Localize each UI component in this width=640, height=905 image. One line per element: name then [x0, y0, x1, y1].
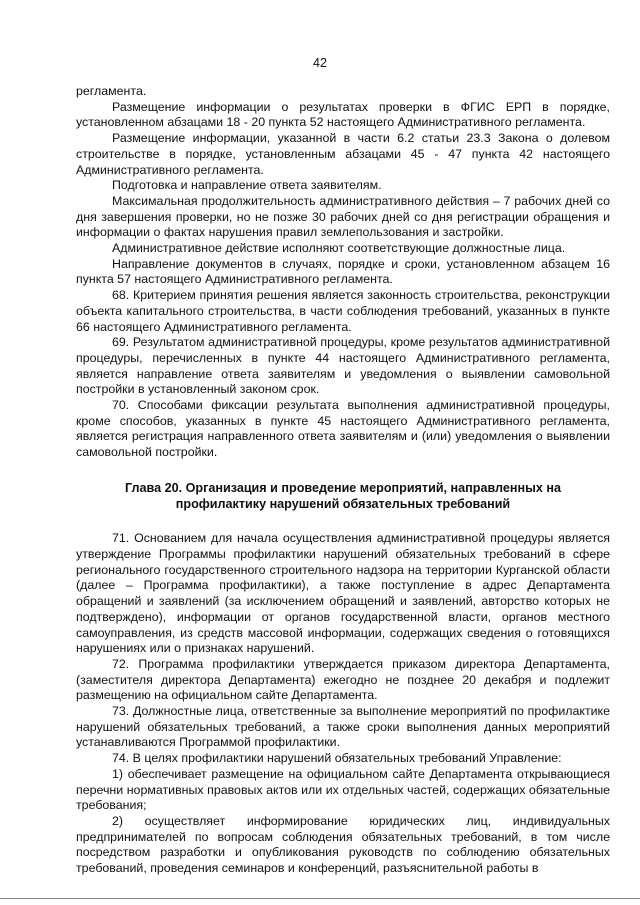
- chapter-heading-line: Глава 20. Организация и проведение мероприятий, направленных на: [125, 480, 561, 495]
- paragraph: Направление документов в случаях, порядке и сроки, установленном абзацем 16 пункта 57 настоящего Административного регламента.: [76, 256, 610, 287]
- paragraph-item-72: 72. Программа профилактики утверждается приказом директора Департамента, (заместителя директора Департамента) ежегодно не позднее 20 декабря и подлежит размещению на официальном сайте Департамента.: [76, 656, 610, 703]
- paragraph: Размещение информации о результатах проверки в ФГИС ЕРП в порядке, установленном абзацами 18 - 20 пункта 52 настоящего Административного регламента.: [76, 99, 610, 130]
- paragraph-item-70: 70. Способами фиксации результата выполнения административной процедуры, кроме способов, указанных в пункте 45 настоящего Административного регламента, является регистрация направленного ответа заявителям и (или) уведомления о выявлении самовольной постройки.: [76, 398, 610, 460]
- paragraph: Подготовка и направление ответа заявителям.: [112, 178, 382, 193]
- paragraph-item-68: 68. Критерием принятия решения является законность строительства, реконструкции объекта капитального строительства, в части соблюдения требований, указанных в пункте 66 настоящего Административного регламента.: [76, 288, 610, 334]
- list-item: 2) осуществляет информирование юридических лиц, индивидуальных предпринимателей по вопросам соблюдения обязательных требований, в том числе посредством разработки и опубликования руководств по соблюдению обязательных требований, проведения семинаров и конференций, разъяснительной работы в: [76, 813, 610, 876]
- paragraph-item-73: 73. Должностные лица, ответственные за выполнение мероприятий по профилактике нарушений обязательных требований, а также сроки выполнения данных мероприятий устанавливаются Программой профилактики.: [76, 704, 610, 750]
- chapter-heading: [76, 481, 610, 512]
- paragraph-item-69: 69. Результатом административной процедуры, кроме результатов административной процедуры, перечисленных в пункте 44 настоящего Административного регламента, является направление ответа заявителям и уведомления о выявлении самовольной постройки в установленный законом срок.: [76, 335, 610, 397]
- paragraph: Максимальная продолжительность административного действия – 7 рабочих дней со дня завершения проверки, но не позже 30 рабочих дней со дня регистрации обращения и информации о фактах нарушения правил землепользования и застройки.: [76, 193, 610, 240]
- list-item: 1) обеспечивает размещение на официальном сайте Департамента открывающиеся перечни нормативных правовых актов или их отдельных частей, содержащих обязательные требования;: [76, 766, 610, 813]
- document-body: [76, 84, 610, 877]
- paragraph-item-74: 74. В целях профилактики нарушений обязательных требований Управление:: [112, 751, 562, 766]
- chapter-heading-line: профилактику нарушений обязательных требований: [175, 496, 511, 511]
- paragraph-item-71: 71. Основанием для начала осуществления административной процедуры является утверждение Программы профилактики нарушений обязательных требований в сфере регионального государственного строительного надзора на территории Курганской области (далее – Программа профилактики), а также поступление в адрес Департамента обращений и заявлений (за исключением обращений и заявлений, авторство которых не подтверждено), информации от органов государственной власти, органов местного самоуправления, из средств массовой информации, содержащих сведения о готовящихся нарушениях или о признаках нарушений.: [76, 531, 610, 656]
- paragraph: регламента.: [76, 84, 147, 98]
- scan-edge-line: [0, 898, 640, 899]
- paragraph: Размещение информации, указанной в части 6.2 статьи 23.3 Закона о долевом строительстве в порядке, установленным абзацами 45 - 47 пункта 42 настоящего Административного регламента.: [76, 131, 610, 177]
- page-number: 42: [313, 56, 327, 70]
- paragraph: Административное действие исполняют соответствующие должностные лица.: [112, 241, 566, 256]
